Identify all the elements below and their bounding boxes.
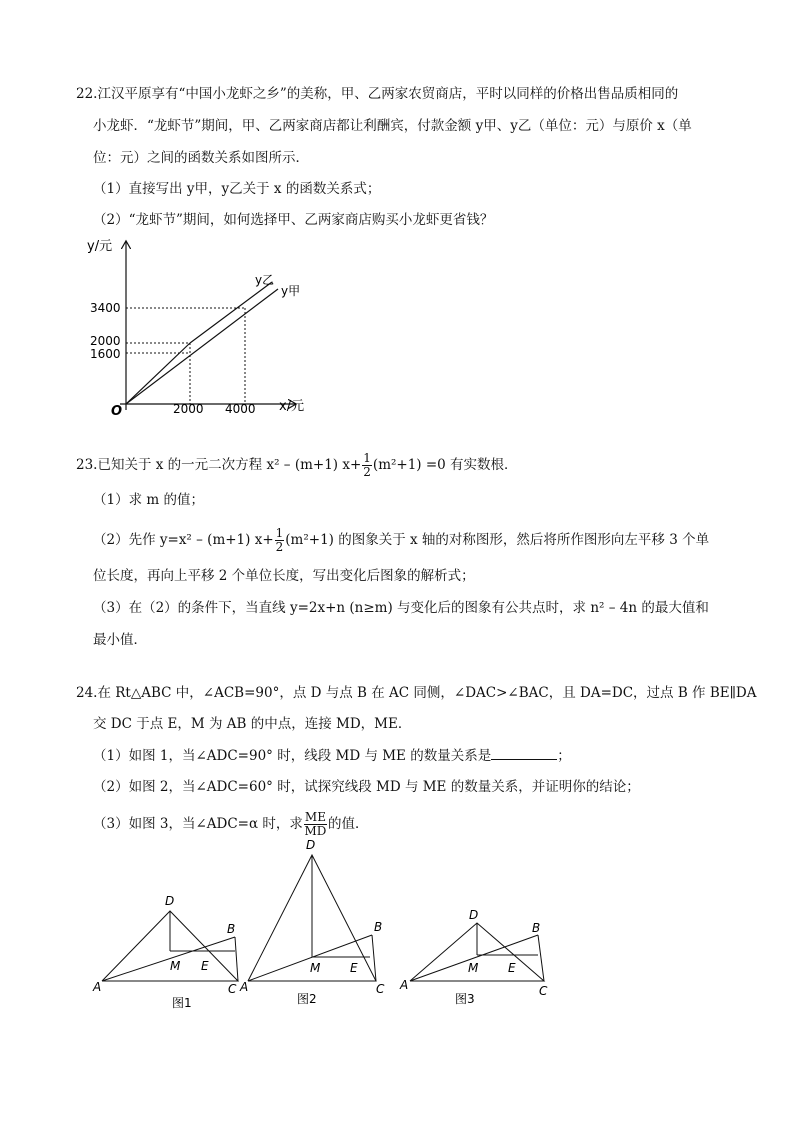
q24-figures: [90, 835, 560, 1015]
q23-part2-line2: 位长度，再向上平移 2 个单位长度，写出变化后图象的解析式；: [93, 568, 475, 584]
line-jia: [126, 289, 278, 404]
q22-line3: 位：元）之间的函数关系如图所示．: [93, 150, 309, 166]
y-tick-2000: 2000: [90, 334, 121, 348]
fraction-half: $\frac{1}{2}$: [363, 451, 371, 479]
x-tick-4000: 4000: [225, 402, 256, 416]
q23-part3-line1: （3）在（2）的条件下，当直线 y=2x+n (n≥m) 与变化后的图象有公共点时，求 n² – 4n 的最大值和: [93, 600, 709, 616]
q23-line1-a: 23.已知关于 x 的一元二次方程 x² – (m+1) x+: [76, 457, 362, 473]
q24-line1: 24.在 Rt△ABC 中，∠ACB=90°，点 D 与点 B 在 AC 同侧，∠DAC>∠BAC，且 DA=DC，过点 B 作 BE∥DA: [76, 685, 757, 701]
q23-part1: （1）求 m 的值；: [93, 492, 204, 508]
y-axis-label: y/元: [87, 239, 113, 254]
y-tick-3400: 3400: [90, 301, 121, 315]
fraction-half: $\frac{1}{2}$: [275, 526, 284, 554]
line-yi-ext: [190, 282, 272, 343]
q23-line1-b: (m²+1) =0 有实数根．: [372, 457, 518, 473]
figure-3: [399, 908, 548, 1006]
fig2-label-M: M: [310, 961, 321, 975]
x-axis-label: x/元: [279, 399, 305, 414]
fig1-caption: 图1: [172, 996, 192, 1010]
fig2-label-D: D: [306, 838, 316, 852]
fraction-me-md: $\frac{ME}{MD}$: [304, 810, 327, 838]
fig1-label-M: M: [170, 959, 181, 973]
q22-line1: 22.江汉平原享有“中国小龙虾之乡”的美称，甲、乙两家农贸商店，平时以同样的价格出售品质相同的: [76, 86, 679, 102]
fig3-label-C: C: [539, 984, 548, 998]
q23-part2-line1: （2）先作 y=x² – (m+1) x+ $\frac{1}{2}$ (m²+1) 的图象关于 x 轴的对称图形，然后将所作图形向左平移 3 个单: [93, 526, 710, 554]
fig1-label-D: D: [165, 894, 175, 908]
fig2-label-A: A: [240, 980, 249, 994]
fig1-label-A: A: [93, 980, 102, 994]
fig3-label-E: E: [508, 961, 516, 975]
fig3-label-M: M: [468, 961, 479, 975]
q24-part3: （3）如图 3，当∠ADC=α 时，求 $\frac{ME}{MD}$ 的值．: [93, 810, 369, 838]
figure-1: [92, 894, 238, 1010]
origin-label: O: [111, 404, 123, 419]
fig2-label-E: E: [350, 961, 358, 975]
q24-part2: （2）如图 2，当∠ADC=60° 时，试探究线段 MD 与 ME 的数量关系，并证明你的结论；: [93, 779, 640, 795]
fig2-caption: 图2: [297, 992, 317, 1006]
q24-line2: 交 DC 于点 E，M 为 AB 的中点，连接 MD，ME．: [93, 716, 412, 732]
q24-part1: （1）如图 1，当∠ADC=90° 时，线段 MD 与 ME 的数量关系是 ；: [93, 745, 571, 766]
q22-part2: （2）“龙虾节”期间，如何选择甲、乙两家商店购买小龙虾更省钱？: [93, 212, 494, 228]
fig1-label-B: B: [227, 922, 236, 936]
y-tick-1600: 1600: [90, 347, 121, 361]
line-jia-label: y甲: [281, 284, 301, 298]
x-tick-2000: 2000: [173, 402, 204, 416]
fig3-caption: 图3: [455, 992, 475, 1006]
fig2-label-C: C: [376, 982, 385, 996]
fig3-label-B: B: [532, 921, 541, 935]
fig2-label-B: B: [374, 920, 383, 934]
q22-line2: 小龙虾．“龙虾节”期间，甲、乙两家商店都让利酬宾，付款金额 y甲、y乙（单位：元）与原价 x（单: [93, 118, 692, 134]
fig1-label-C: C: [228, 982, 237, 996]
q23-part3-line2: 最小值．: [93, 632, 147, 648]
answer-blank[interactable]: [491, 745, 557, 760]
fig3-label-D: D: [469, 908, 479, 922]
fig3-label-A: A: [400, 978, 409, 992]
fig1-label-E: E: [201, 959, 209, 973]
line-yi-label: y乙: [255, 273, 275, 287]
q22-function-graph: [85, 232, 325, 422]
line-yi: [126, 343, 190, 404]
q23-line1: [76, 452, 518, 479]
figure-2: [239, 838, 385, 1006]
q22-part1: （1）直接写出 y甲，y乙关于 x 的函数关系式；: [93, 181, 381, 197]
